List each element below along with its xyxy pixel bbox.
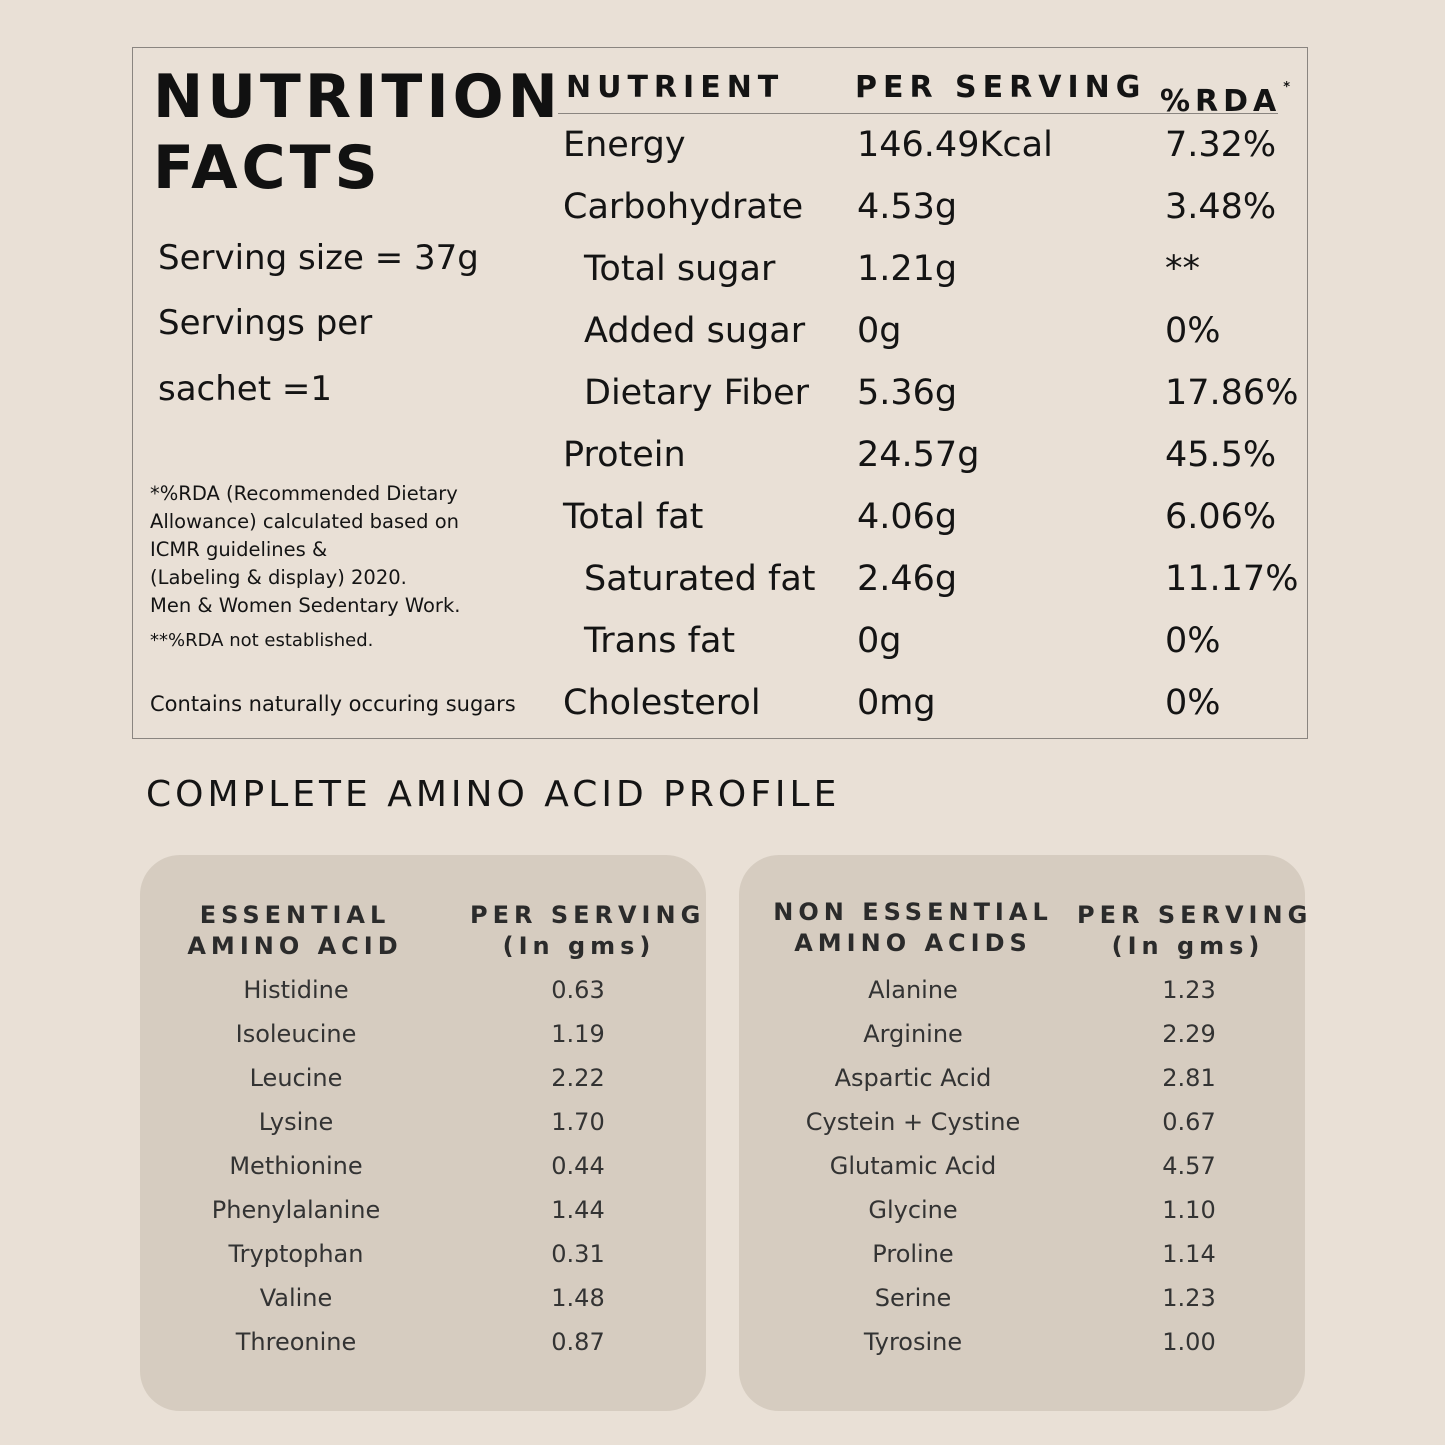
nutrient-column-header: NUTRIENT	[566, 70, 785, 105]
amino-acid-name: Histidine	[243, 976, 349, 1004]
amino-acid-value: 0.63	[551, 976, 605, 1004]
non-essential-name-header	[755, 897, 1071, 959]
header-line: PER SERVING	[470, 901, 706, 929]
nutrient-rda: 7.32%	[1165, 125, 1277, 165]
amino-acid-value: 1.70	[551, 1108, 605, 1136]
nutrient-row	[0, 185, 1445, 229]
rda-footnote-line: ICMR guidelines &	[150, 538, 328, 561]
nutrient-row	[0, 557, 1445, 601]
amino-acid-value: 1.23	[1162, 1284, 1216, 1312]
nutrient-rda: **	[1165, 249, 1200, 289]
amino-acid-value: 1.48	[551, 1284, 605, 1312]
title-line-2: FACTS	[153, 133, 382, 203]
serving-size: Serving size = 37g	[158, 238, 479, 278]
nutrient-value: 24.57g	[857, 435, 980, 475]
rda-asterisk: *	[1283, 80, 1291, 95]
amino-acid-name: Serine	[874, 1284, 952, 1312]
nutrient-value: 1.21g	[857, 249, 958, 289]
nutrient-name: Trans fat	[584, 621, 736, 661]
amino-acid-value: 1.23	[1162, 976, 1216, 1004]
amino-acid-value: 4.57	[1162, 1152, 1216, 1180]
nutrient-rda: 45.5%	[1165, 435, 1277, 475]
header-line: PER SERVING	[1077, 901, 1313, 929]
rda-footnote-line: Allowance) calculated based on	[150, 510, 459, 533]
nutrient-rda: 0%	[1165, 621, 1221, 661]
rda-header-label: %RDA	[1160, 84, 1282, 119]
amino-acid-name: Cystein + Cystine	[805, 1108, 1021, 1136]
nutrient-row	[0, 433, 1445, 477]
nutrient-row	[0, 247, 1445, 291]
rda-footnote-line: (Labeling & display) 2020.	[150, 566, 407, 589]
nutrient-rda: 17.86%	[1165, 373, 1299, 413]
amino-acid-value: 1.44	[551, 1196, 605, 1224]
nutrient-row	[0, 495, 1445, 539]
nutrient-name: Cholesterol	[563, 683, 761, 723]
amino-acid-value: 1.14	[1162, 1240, 1216, 1268]
per-serving-column-header: PER SERVING	[855, 70, 1147, 105]
nutrient-value: 4.06g	[857, 497, 958, 537]
servings-per-line-2: sachet =1	[158, 369, 332, 409]
amino-acid-value: 2.29	[1162, 1020, 1216, 1048]
nutrient-row	[0, 681, 1445, 725]
amino-acid-value: 2.22	[551, 1064, 605, 1092]
amino-acid-value: 0.44	[551, 1152, 605, 1180]
amino-acid-name: Arginine	[863, 1020, 963, 1048]
nutrient-value: 4.53g	[857, 187, 958, 227]
amino-acid-name: Proline	[872, 1240, 954, 1268]
nutrient-row	[0, 309, 1445, 353]
nutrient-rda: 11.17%	[1165, 559, 1299, 599]
header-line: AMINO ACID	[187, 932, 403, 960]
amino-acid-name: Aspartic Acid	[834, 1064, 992, 1092]
nutrient-row	[0, 371, 1445, 415]
amino-acid-value: 0.67	[1162, 1108, 1216, 1136]
servings-per-line-1: Servings per	[158, 303, 373, 343]
nutrient-name: Energy	[563, 125, 686, 165]
nutrient-rda: 6.06%	[1165, 497, 1277, 537]
amino-acid-name: Glutamic Acid	[829, 1152, 997, 1180]
header-line: (In gms)	[502, 932, 656, 960]
nutrient-name: Protein	[563, 435, 686, 475]
amino-acid-value: 2.81	[1162, 1064, 1216, 1092]
amino-acid-name: Isoleucine	[235, 1020, 357, 1048]
nutrient-name: Dietary Fiber	[584, 373, 810, 413]
amino-acid-name: Threonine	[235, 1328, 357, 1356]
nutrient-rda: 0%	[1165, 311, 1221, 351]
natural-sugars-note: Contains naturally occuring sugars	[150, 692, 516, 716]
amino-acid-name: Leucine	[249, 1064, 343, 1092]
header-line: ESSENTIAL	[199, 901, 391, 929]
header-line: NON ESSENTIAL	[773, 898, 1053, 926]
nutrient-row	[0, 619, 1445, 663]
amino-acid-value: 1.19	[551, 1020, 605, 1048]
nutrient-row	[0, 123, 1445, 167]
title-line-1: NUTRITION	[153, 62, 562, 132]
amino-acid-name: Tryptophan	[228, 1240, 364, 1268]
amino-acid-value: 1.10	[1162, 1196, 1216, 1224]
nutrient-value: 0mg	[857, 683, 936, 723]
amino-acid-name: Glycine	[868, 1196, 958, 1224]
nutrient-name: Added sugar	[584, 311, 806, 351]
nutrient-name: Total sugar	[584, 249, 776, 289]
nutrient-value: 0g	[857, 311, 902, 351]
nutrient-name: Carbohydrate	[563, 187, 804, 227]
amino-acid-value: 0.87	[551, 1328, 605, 1356]
nutrient-name: Total fat	[563, 497, 704, 537]
rda-footnote-line: *%RDA (Recommended Dietary	[150, 482, 458, 505]
header-line: AMINO ACIDS	[794, 929, 1032, 957]
nutrient-rda: 0%	[1165, 683, 1221, 723]
nutrient-value: 0g	[857, 621, 902, 661]
amino-acid-value: 1.00	[1162, 1328, 1216, 1356]
amino-acid-name: Lysine	[258, 1108, 334, 1136]
non-essential-amino-acids-panel	[739, 855, 1313, 1411]
amino-acid-name: Tyrosine	[863, 1328, 963, 1356]
amino-acid-name: Valine	[259, 1284, 333, 1312]
amino-acid-name: Phenylalanine	[211, 1196, 381, 1224]
amino-acid-name: Methionine	[229, 1152, 363, 1180]
nutrient-name: Saturated fat	[584, 559, 816, 599]
essential-amino-acids-panel	[140, 855, 706, 1411]
non-essential-value-header	[1077, 900, 1313, 962]
rda-not-established-note: **%RDA not established.	[150, 630, 374, 651]
nutrient-rda: 3.48%	[1165, 187, 1277, 227]
nutrient-value: 146.49Kcal	[857, 125, 1053, 165]
amino-acid-value: 0.31	[551, 1240, 605, 1268]
amino-acid-name: Alanine	[868, 976, 958, 1004]
rda-footnote-line: Men & Women Sedentary Work.	[150, 594, 461, 617]
essential-name-header	[140, 900, 450, 962]
essential-value-header	[470, 900, 706, 962]
amino-acid-profile-title: COMPLETE AMINO ACID PROFILE	[146, 774, 841, 815]
header-line: (In gms)	[1111, 932, 1265, 960]
header-divider	[558, 113, 1278, 114]
nutrient-value: 2.46g	[857, 559, 958, 599]
nutrient-value: 5.36g	[857, 373, 958, 413]
